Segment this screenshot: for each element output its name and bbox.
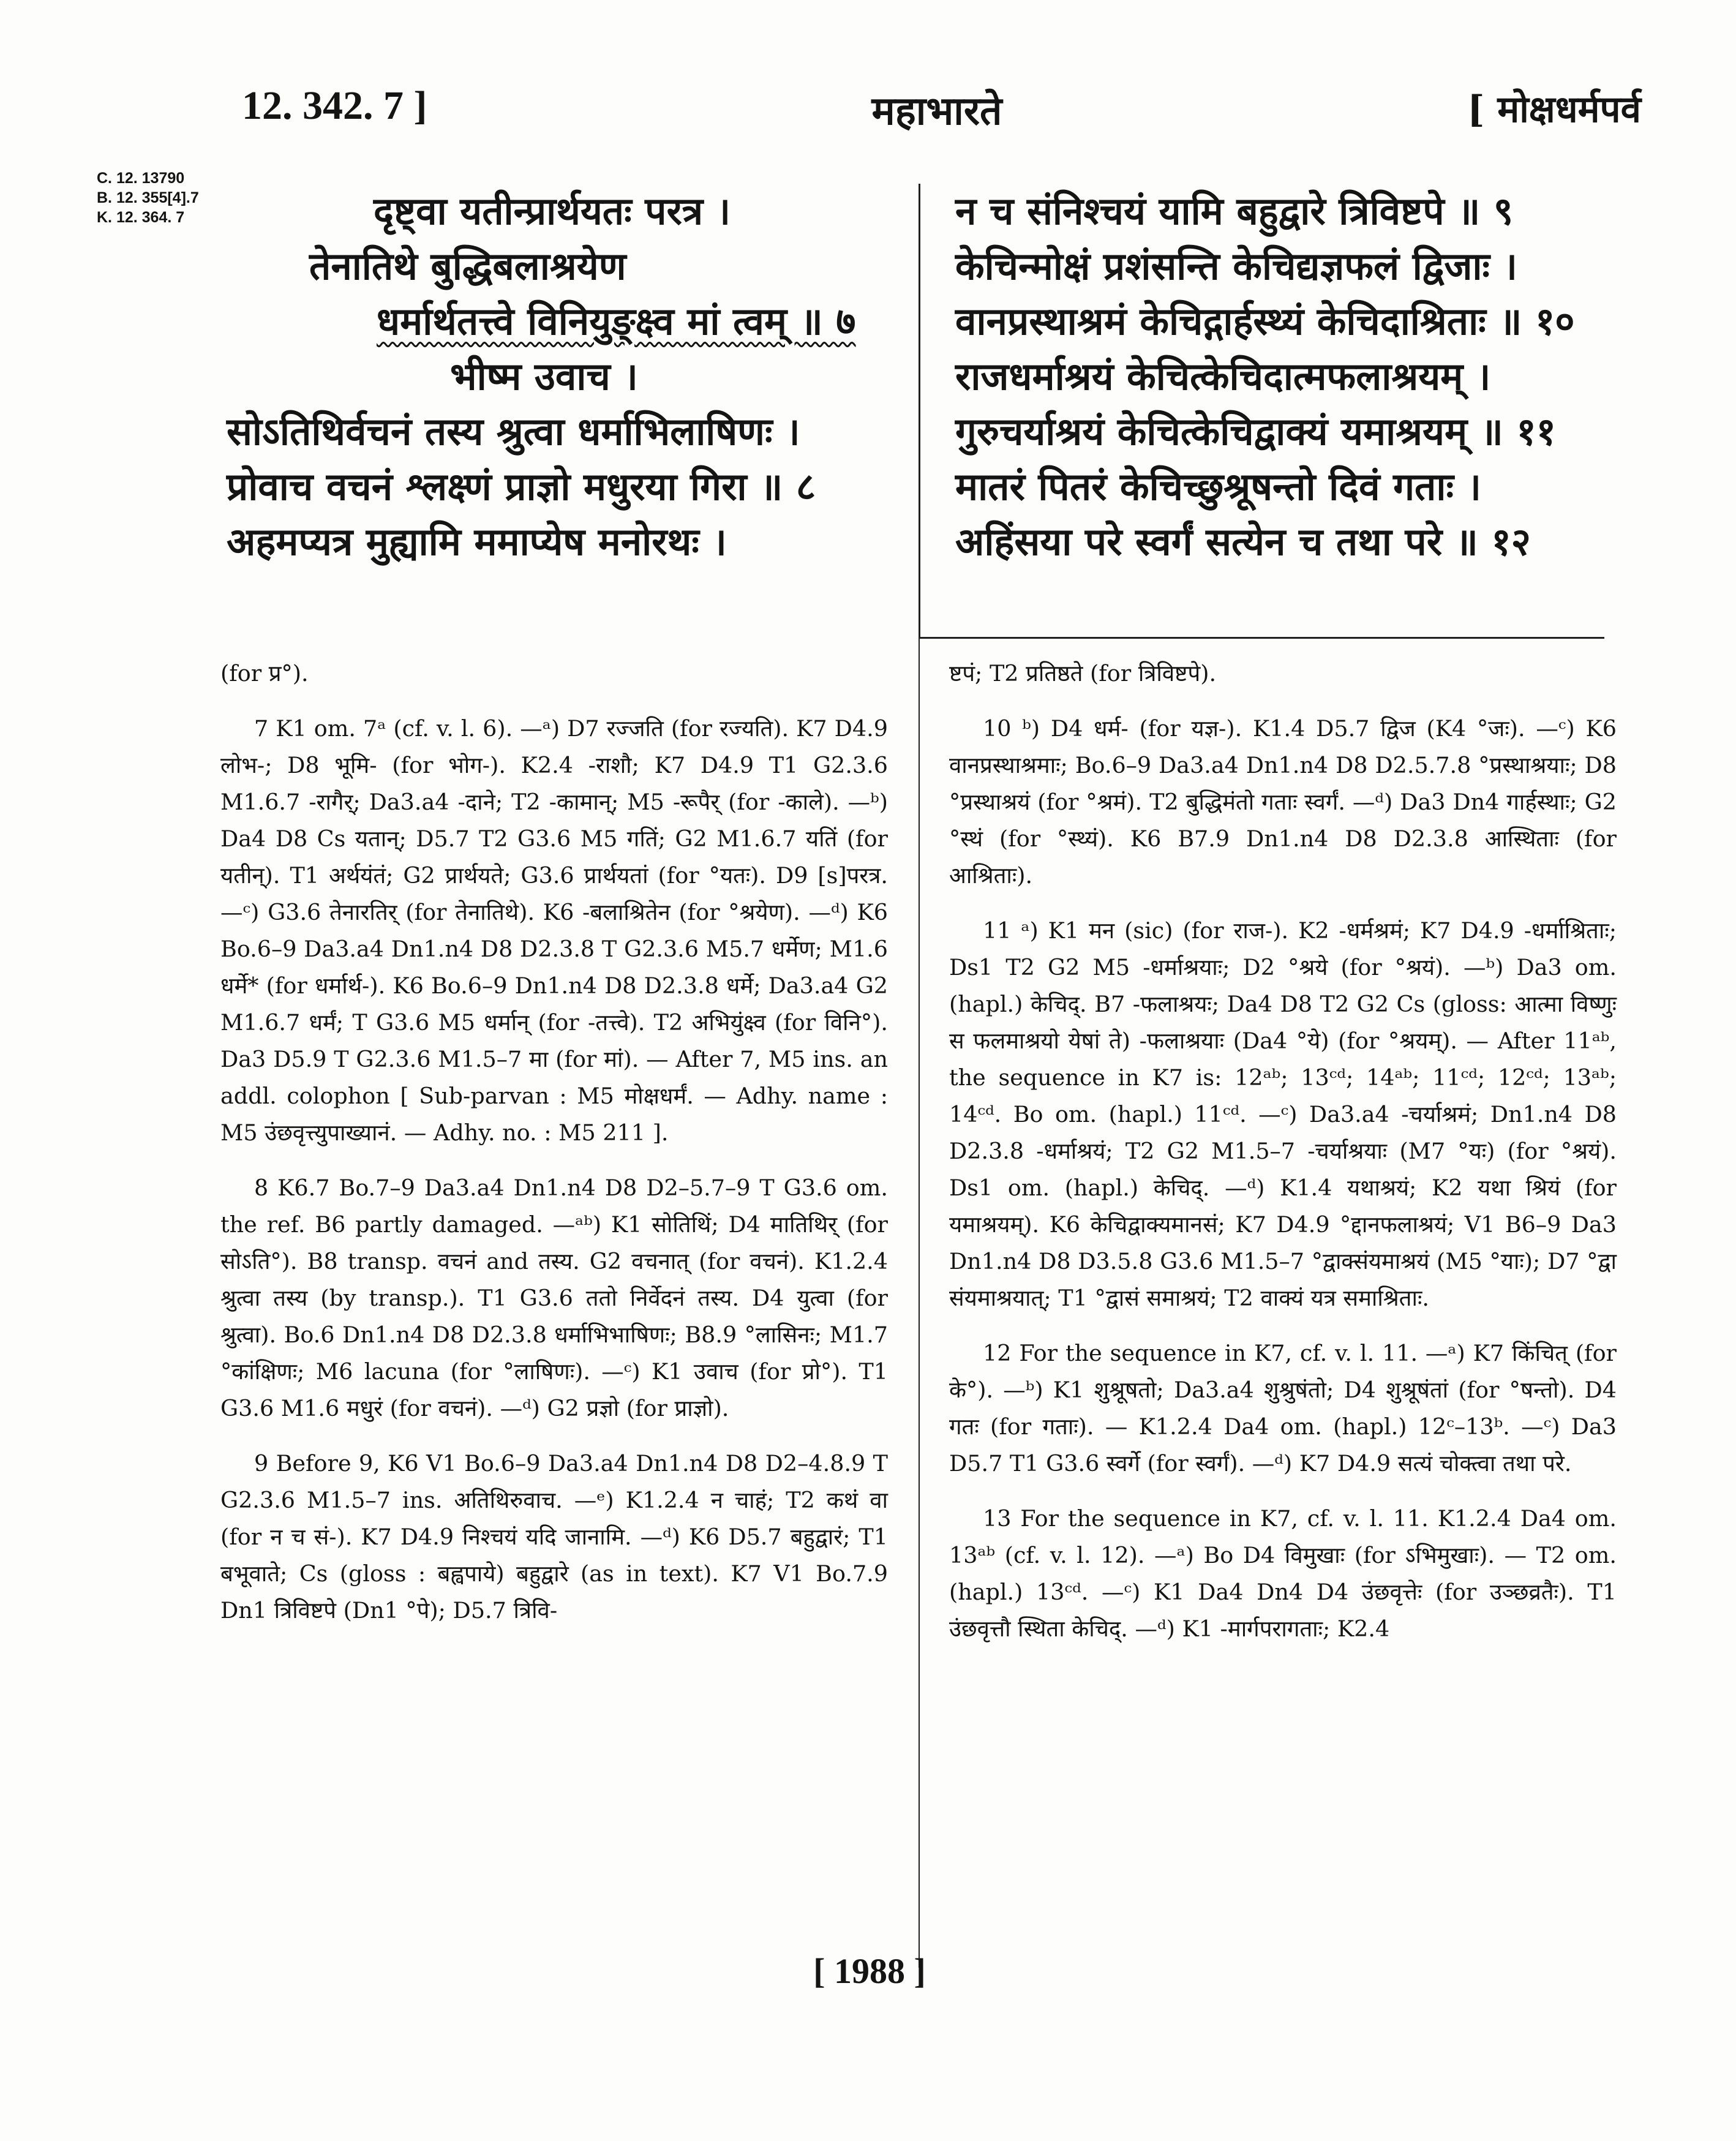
apparatus-note: ष्टपं; T2 प्रतिष्ठते (for त्रिविष्टपे). (949, 660, 1217, 687)
verse-line: सोऽतिथिर्वचनं तस्य श्रुत्वा धर्माभिलाषिणः । (227, 409, 800, 454)
apparatus-note: 13 For the sequence in K7, cf. v. l. 11. K1.2.4 Da4 om. 13ᵃᵇ (cf. v. l. 12). —ᵃ) Bo D4 विमुखाः (for ऽभिमुखाः). — T2 om. (hapl.) 13ᶜᵈ. —ᶜ) K1 Da4 Dn4 D4 उंछवृत्तेः (for उञ्छव्रतैः). T1 उंछवृत्तौ स्थिता केचिद्. —ᵈ) K1 -मार्गपरागताः; K2.4 (949, 1505, 1617, 1642)
verse-line: गुरुचर्याश्रयं केचित्केचिद्वाक्यं यमाश्रयम् ॥ ११ (955, 409, 1556, 454)
verse-line: न च संनिश्चयं यामि बहुद्वारे त्रिविष्टपे ॥ ९ (955, 189, 1514, 233)
header-title: महाभारते (871, 88, 1002, 134)
notes-column-divider (919, 639, 920, 1968)
header-parvan: [ मोक्षधर्मपर्व (1467, 88, 1641, 131)
verse-text-left (227, 184, 888, 570)
verse-line: दृष्ट्वा यतीन्प्रार्थयतः परत्र । (374, 189, 731, 233)
verse-notes-separator (919, 637, 1604, 639)
verse-line: वानप्रस्थाश्रमं केचिद्गार्हस्थ्यं केचिदाश्रिताः ॥ १० (955, 299, 1575, 344)
concordance-line: C. 12. 13790 (97, 170, 185, 187)
verse-line: तेनातिथे बुद्धिबलाश्रयेण (309, 244, 626, 288)
verse-line: अहिंसया परे स्वर्गं सत्येन च तथा परे ॥ १२ (955, 519, 1531, 564)
apparatus-note: 9 Before 9, K6 V1 Bo.6–9 Da3.a4 Dn1.n4 D8 D2–4.8.9 T G2.3.6 M1.5–7 ins. अतिथिरुवाच. —ᵉ) K1.2.4 न चाहं; T2 कथं वा (for न च सं-). K7 D4.9 निश्चयं यदि जानामि. —ᵈ) K6 D5.7 बहुद्वारं; T1 बभूवाते; Cs (gloss : बह्वपाये) बहुद्वारे (as in text). K7 V1 Bo.7.9 Dn1 त्रिविष्टपे (Dn1 °पे); D5.7 त्रिवि- (220, 1450, 888, 1624)
apparatus-note: (for प्र°). (220, 660, 309, 687)
apparatus-note: 11 ᵃ) K1 मन (sic) (for राज-). K2 -धर्मश्रमं; K7 D4.9 -धर्माश्रिताः; Ds1 T2 G2 M5 -धर्माश्रयाः; D2 °श्रये (for °श्रयं). —ᵇ) Da3 om. (hapl.) केचिद्. B7 -फलाश्रयः; Da4 D8 T2 G2 Cs (gloss: आत्मा विष्णुः स फलमाश्रयो येषां ते) -फलाश्रयाः (Da4 °ये) (for °श्रयम्). — After 11ᵃᵇ, the sequence in K7 is: 12ᵃᵇ; 13ᶜᵈ; 14ᵃᵇ; 11ᶜᵈ; 12ᶜᵈ; 13ᵃᵇ; 14ᶜᵈ. Bo om. (hapl.) 11ᶜᵈ. —ᶜ) Da3.a4 -चर्याश्रमं; Dn1.n4 D8 D2.3.8 -धर्माश्रयं; T2 G2 M1.5–7 -चर्याश्रयाः (M7 °यः) (for °श्रयं). Ds1 om. (hapl.) केचिद्. —ᵈ) K1.4 यथाश्रयं; K2 यथा श्रियं (for यमाश्रयम्). K6 केचिद्वाक्यमानसं; K7 D4.9 °द्दानफलाश्रयं; V1 B6–9 Da3 Dn1.n4 D8 D3.5.8 G3.6 M1.5–7 °द्वाक्संयमाश्रयं (M5 °याः); D7 °द्वा संयमाश्रयात्; T1 °द्वासं समाश्रयं; T2 वाक्यं यत्र समाश्रिताः. (949, 917, 1617, 1311)
critical-apparatus-right (949, 655, 1617, 1666)
verse-text-right (955, 184, 1641, 570)
verse-line: राजधर्माश्रयं केचित्केचिदात्मफलाश्रयम् । (955, 354, 1491, 399)
verse-line: अहमप्यत्र मुह्यामि ममाप्येष मनोरथः । (227, 519, 727, 564)
verse-line: धर्मार्थतत्त्वे विनियुङ्क्ष्व मां त्वम् ॥ ७ (377, 299, 856, 344)
verse-line: मातरं पितरं केचिच्छुश्रूषन्तो दिवं गताः । (955, 464, 1482, 509)
verse-column-divider (919, 184, 920, 637)
concordance-line: K. 12. 364. 7 (97, 209, 185, 226)
apparatus-note: 8 K6.7 Bo.7–9 Da3.a4 Dn1.n4 D8 D2–5.7–9 T G3.6 om. the ref. B6 partly damaged. —ᵃᵇ) K1 सोतिथिं; D4 मातिथिर् (for सोऽति°). B8 transp. वचनं and तस्य. G2 वचनात् (for वचनं). K1.2.4 श्रुत्वा तस्य (by transp.). T1 G3.6 ततो निर्वेदनं तस्य. D4 युत्वा (for श्रुत्वा). Bo.6 Dn1.n4 D8 D2.3.8 धर्माभिभाषिणः; B8.9 °लासिनः; M1.7 °कांक्षिणः; M6 lacuna (for °लाषिणः). —ᶜ) K1 उवाच (for प्रो°). T1 G3.6 M1.6 मधुरं (for वचनं). —ᵈ) G2 प्रज्ञो (for प्राज्ञो). (220, 1175, 888, 1421)
header-verse-reference: 12. 342. 7 ] (242, 83, 427, 128)
apparatus-note: 10 ᵇ) D4 धर्म- (for यज्ञ-). K1.4 D5.7 द्विज (K4 °जः). —ᶜ) K6 वानप्रस्थाश्रमाः; Bo.6–9 Da3.a4 Dn1.n4 D8 D2.5.7.8 °प्रस्थाश्रयाः; D8 °प्रस्थाश्रयं (for °श्रमं). T2 बुद्धिमंतो गताः स्वर्गं. —ᵈ) Da3 Dn4 गार्हस्थाः; G2 °स्थं (for °स्थ्यं). K6 B7.9 Dn1.n4 D8 D2.3.8 आस्थिताः (for आश्रिताः). (949, 715, 1617, 889)
verse-line: प्रोवाच वचनं श्लक्ष्णं प्राज्ञो मधुरया गिरा ॥ ८ (227, 464, 816, 509)
critical-apparatus-left (220, 655, 888, 1647)
apparatus-note: 7 K1 om. 7ᵃ (cf. v. l. 6). —ᵃ) D7 रज्जति (for रज्यति). K7 D4.9 लोभ-; D8 भूमि- (for भोग-). K2.4 -राशौ; K7 D4.9 T1 G2.3.6 M1.6.7 -रागैर्; Da3.a4 -दाने; T2 -कामान्; M5 -रूपैर् (for -काले). —ᵇ) Da4 D8 Cs यतान्; D5.7 T2 G3.6 M5 गतिं; G2 M1.6.7 यतिं (for यतीन्). T1 अर्थयंतं; G2 प्रार्थयते; G3.6 प्रार्थयतां (for °यतः). D9 [s]परत्र. —ᶜ) G3.6 तेनारतिर् (for तेनातिथे). K6 -बलाश्रितेन (for °श्रयेण). —ᵈ) K6 Bo.6–9 Da3.a4 Dn1.n4 D8 D2.3.8 T G2.3.6 M5.7 धर्मेण; M1.6 धर्मे* (for धर्मार्थ-). K6 Bo.6–9 Dn1.n4 D8 D2.3.8 धर्मे; Da3.a4 G2 M1.6.7 धर्मं; T G3.6 M5 धर्मान् (for -तत्त्वे). T2 अभियुंक्ष्व (for विनि°). Da3 D5.9 T G2.3.6 M1.5–7 मा (for मां). — After 7, M5 ins. an addl. colophon [ Sub-parvan : M5 मोक्षधर्मं. — Adhy. name : M5 उंछवृत्त्युपाख्यानं. — Adhy. no. : M5 211 ]. (220, 715, 888, 1146)
apparatus-note: 12 For the sequence in K7, cf. v. l. 11. —ᵃ) K7 किंचित् (for के°). —ᵇ) K1 शुश्रूषतो; Da3.a4 शुश्रुषंतो; D4 शुश्रूषंतां (for °षन्तो). D4 गतः (for गताः). — K1.2.4 Da4 om. (hapl.) 12ᶜ–13ᵇ. —ᶜ) Da3 D5.7 T1 G3.6 स्वर्गे (for स्वर्गं). —ᵈ) K7 D4.9 सत्यं चोक्त्वा तथा परे. (949, 1340, 1617, 1477)
concordance-references (97, 168, 244, 227)
verse-line: केचिन्मोक्षं प्रशंसन्ति केचिद्यज्ञफलं द्विजाः । (955, 244, 1518, 288)
page-number: [ 1988 ] (813, 1951, 926, 1991)
concordance-line: B. 12. 355[4].7 (97, 189, 199, 206)
verse-line: भीष्म उवाच । (450, 354, 638, 399)
